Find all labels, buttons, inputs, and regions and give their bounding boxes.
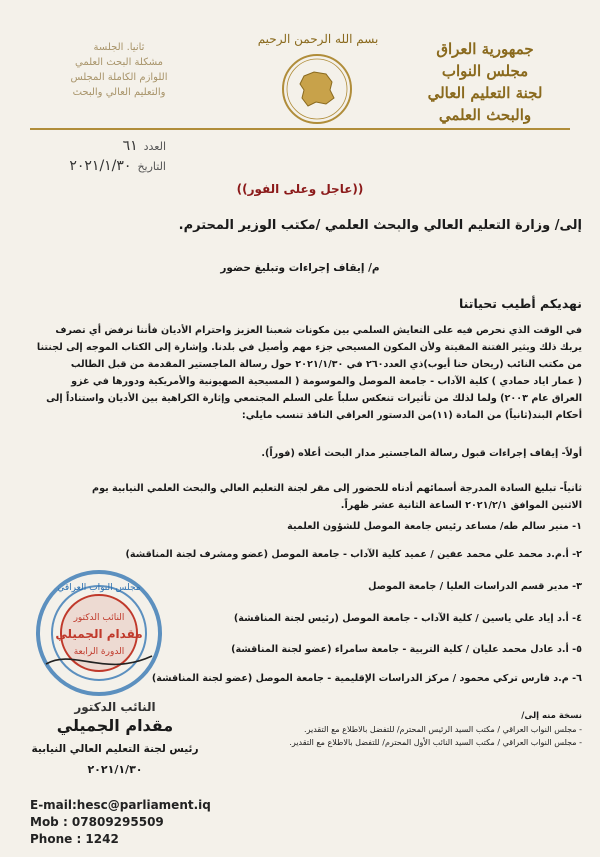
- signatory-role: رئيس لجنة التعليم العالي النيابية: [31, 743, 199, 755]
- name-list-item: ٣- مدير قسم الدراسات العليا / جامعة الموصل: [368, 581, 582, 592]
- stamp-ring-text: مجلس النواب العراقي: [57, 583, 141, 593]
- org-line-parliament: مجلس النواب: [441, 62, 529, 80]
- body-line: أحكام البند(ثانياً) من المادة (١١)من الدستور العراقي النافذ تنسب مايلي:: [241, 410, 582, 421]
- header-divider: [30, 128, 570, 130]
- second-directive: [34, 480, 582, 514]
- org-line-country: جمهورية العراق: [436, 40, 534, 58]
- letterhead: [18, 0, 582, 128]
- name-list-item: ٢- أ.م.د محمد علي محمد عفين / عميد كلية الآداب - جامعة الموصل (عضو ومشرف لجنة المناقشة): [125, 549, 582, 560]
- addressee: إلى/ وزارة التعليم العالي والبحث العلمي /مكتب الوزير المحترم.: [178, 218, 582, 233]
- ref-date-label: التاريخ: [137, 160, 166, 173]
- copies-to: [242, 710, 582, 749]
- signature-block: [30, 700, 200, 776]
- stamp-line: النائب الدكتور: [73, 613, 125, 623]
- official-stamp-icon: [34, 568, 164, 698]
- signatory-title: النائب الدكتور: [74, 700, 156, 714]
- stamp-line: الدورة الرابعة: [73, 647, 125, 657]
- contact-email: E-mail:hesc@parliament.iq: [30, 798, 211, 812]
- greeting: نهديكم أطيب تحياتنا: [458, 296, 582, 311]
- name-list-item: ٤- أ.د إياد علي ياسين / كلية الآداب - جامعة الموصل (رئيس لجنة المناقشة): [233, 613, 582, 624]
- urgent-notice: ((عاجل وعلى الفور)): [236, 182, 364, 196]
- faded-line: اللوازم الكاملة المجلس: [70, 72, 168, 83]
- copy-line: - مجلس النواب العراقي / مكتب السيد النائب الأول المحترم/ للتفضل بالاطلاع مع التقدير.: [289, 738, 582, 747]
- ref-date: ٢٠٢١/١/٣٠: [69, 158, 132, 174]
- org-line-research: والبحث العلمي: [438, 106, 532, 124]
- first-directive: أولاً- إيقاف إجراءات قبول رسالة الماجستير مدار البحث أعلاه (فوراً).: [261, 448, 582, 459]
- copies-heading: نسخة منه إلى/: [521, 711, 582, 721]
- body-line: يربك ذلك ويثير الفتنة المقيتة ولأن المكون المسيحي جزء مهم وأصيل في بلدنا. وإشارة إلى الكتاب الموجه إلى لجنتنا: [36, 342, 582, 353]
- ref-number: ٦١: [122, 138, 138, 154]
- stamp-name: مقدام الجميلي: [55, 627, 143, 641]
- letter-body: [34, 322, 582, 424]
- body-line: من مكتب النائب (ريحان حنا أيوب)ذي العدد٢٦٠ في ٢٠٢١/١/٣٠ حول رسالة الماجستير المقدمة من قبل الطالب: [70, 359, 582, 370]
- name-list-item: ٥- أ.د عادل محمد عليان / كلية التربية - جامعة سامراء (عضو لجنة المناقشة): [231, 644, 582, 655]
- reference-block: [36, 138, 166, 178]
- body-line: ( عمار اياد حمادي ) كلية الآداب - جامعة الموصل والموسومة ( المسيحية الصهيونية والأمريكية ودورها في غزو: [71, 376, 582, 387]
- signatory-name: مقدام الجميلي: [56, 716, 174, 735]
- iraq-map-emblem-icon: [280, 52, 354, 126]
- name-list-item: ١- منير سالم طه/ مساعد رئيس جامعة الموصل للشؤون العلمية: [287, 521, 582, 532]
- copy-line: - مجلس النواب العراقي / مكتب السيد الرئيس المحترم/ للتفضل بالاطلاع مع التقدير.: [304, 725, 582, 734]
- body-line: في الوقت الذي نحرص فيه على التعايش السلمي بين مكونات شعبنا العزيز واحترام الأديان فأننا نرفض أي تصرف: [55, 325, 582, 336]
- name-list-item: ٦- م.د فارس تركي محمود / مركز الدراسات الإقليمية - جامعة الموصل (عضو لجنة المناقشة): [151, 673, 582, 684]
- signature-date: ٢٠٢١/١/٣٠: [87, 763, 143, 776]
- organization-name: [410, 38, 560, 126]
- ref-number-label: العدد: [143, 140, 166, 153]
- faded-header-text: [44, 40, 194, 100]
- basmala: بسم الله الرحمن الرحيم: [257, 32, 379, 46]
- org-line-committee: لجنة التعليم العالي: [427, 84, 543, 102]
- second-directive-line: ثانياً- تبليغ السادة المدرجة أسمائهم أدناه للحضور إلى مقر لجنة التعليم العالي والبحث العلمي النيابية يوم: [92, 483, 582, 494]
- body-line: العراق عام ٢٠٠٣) ولما لذلك من تأثيرات تنعكس سلباً على السلم المجتمعي وإثارة الكراهية بين الأديان واستناداً إلى: [46, 393, 582, 404]
- second-directive-line: الاثنين الموافق ٢٠٢١/٢/١ الساعة الثانية عشر ظهراً.: [340, 500, 582, 511]
- subject-line: م/ إيقاف إجراءات وتبليغ حضور: [220, 262, 380, 274]
- faded-line: والتعليم العالي والبحث: [72, 87, 166, 98]
- contact-mobile: Mob : 07809295509: [30, 815, 164, 829]
- contact-phone: Phone : 1242: [30, 832, 119, 846]
- contact-info: [30, 797, 211, 848]
- faded-line: مشكلة البحث العلمي: [74, 57, 164, 68]
- faded-line: ثانيا. الجلسة: [93, 42, 145, 53]
